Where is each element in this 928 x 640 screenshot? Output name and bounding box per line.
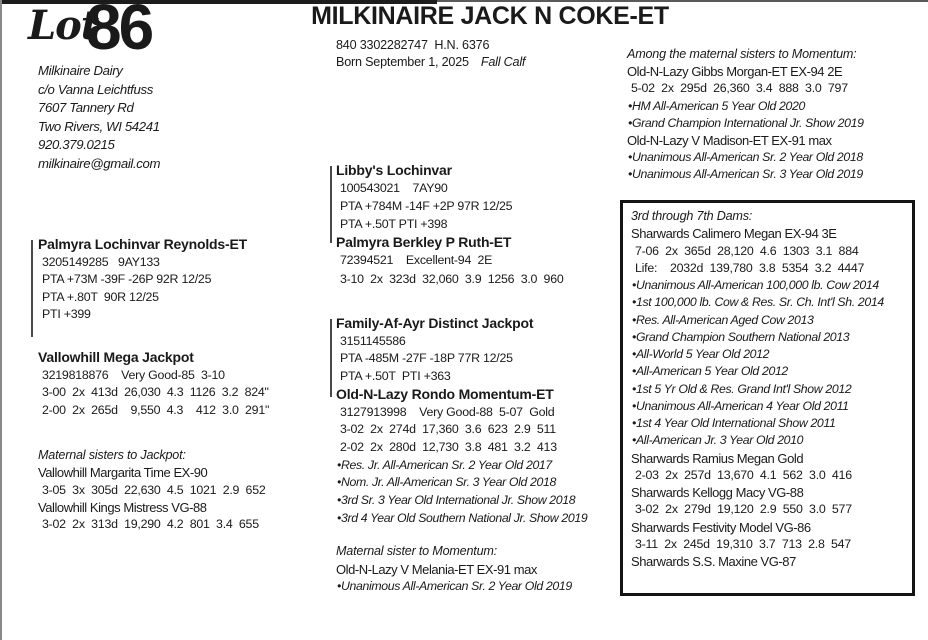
- list-line: Sharwards Ramius Megan Gold: [631, 450, 804, 466]
- list-line: •1st 5 Yr Old & Res. Grand Int'l Show 2012: [632, 381, 852, 396]
- list-line: •Unanimous All-American Sr. 2 Year Old 2018: [628, 150, 863, 165]
- list-line: 3rd through 7th Dams:: [631, 209, 753, 223]
- list-line: •HM All-American 5 Year Old 2020: [628, 98, 805, 113]
- list-line: 5-02 2x 295d 26,360 3.4 888 3.0 797: [631, 81, 848, 96]
- pedigree-line: Old-N-Lazy Rondo Momentum-ET: [336, 385, 554, 402]
- list-line: Sharwards Festivity Model VG-86: [631, 519, 811, 535]
- list-line: •All-American Jr. 3 Year Old 2010: [632, 433, 804, 448]
- pedigree-line: •3rd 4 Year Old Southern National Jr. Show 2019: [337, 510, 588, 525]
- pedigree-line: Vallowhill Mega Jackpot: [38, 349, 194, 365]
- page-edge-line-left: [0, 0, 2, 640]
- list-line: Maternal sister to Momentum:: [336, 544, 497, 558]
- list-line: •Res. All-American Aged Cow 2013: [632, 312, 814, 327]
- dam-block: [38, 349, 269, 419]
- pedigree-bracket-grandparents-1: [330, 166, 332, 243]
- consignor-email: milkinaire@gmail.com: [38, 155, 161, 171]
- list-line: Sharwards S.S. Maxine VG-87: [631, 554, 796, 569]
- pedigree-line: •Nom. Jr. All-American Sr. 3 Year Old 2018: [337, 475, 557, 490]
- consignor-address: [38, 62, 160, 174]
- animal-name-title: MILKINAIRE JACK N COKE-ET: [311, 2, 669, 30]
- list-line: 2-03 2x 257d 13,670 4.1 562 3.0 416: [635, 467, 852, 482]
- list-line: 7-06 2x 365d 28,120 4.6 1303 3.1 884: [635, 243, 859, 258]
- pedigree-line: 100543021 7AY90: [340, 181, 448, 196]
- pedigree-line: PTI +399: [42, 307, 91, 321]
- maternal-grandparents-block: [336, 315, 587, 527]
- season-label: Fall Calf: [480, 55, 526, 69]
- pedigree-line: PTA +.80T 90R 12/25: [42, 289, 159, 304]
- list-line: •Unanimous All-American 4 Year Old 2011: [632, 398, 849, 413]
- pedigree-line: 2-02 2x 280d 12,730 3.8 481 3.2 413: [340, 439, 557, 454]
- list-line: •All-World 5 Year Old 2012: [632, 347, 770, 361]
- list-line: Old-N-Lazy Gibbs Morgan-ET EX-94 2E: [627, 64, 843, 80]
- list-line: Old-N-Lazy V Melania-ET EX-91 max: [336, 561, 537, 577]
- pedigree-line: 72394521 Excellent-94 2E: [340, 253, 493, 268]
- list-line: Among the maternal sisters to Momentum:: [627, 47, 857, 61]
- pedigree-line: 3151145586: [340, 333, 406, 348]
- pedigree-line: •Res. Jr. All-American Sr. 2 Year Old 2017: [337, 457, 552, 472]
- paternal-grandparents-block: [336, 161, 563, 288]
- pedigree-line: 2-00 2x 265d 9,550 4.3 412 3.0 291": [42, 402, 270, 417]
- sire-block: [38, 236, 247, 324]
- birth-line: [336, 55, 525, 69]
- list-line: 3-11 2x 245d 19,310 3.7 713 2.8 547: [635, 536, 851, 551]
- list-line: Vallowhill Kings Mistress VG-88: [38, 499, 207, 515]
- pedigree-line: 3219818876 Very Good-85 3-10: [42, 367, 225, 382]
- list-line: Old-N-Lazy V Madison-ET EX-91 max: [627, 133, 832, 149]
- list-line: •1st 4 Year Old International Show 2011: [632, 416, 836, 430]
- consignor-line: Milkinaire Dairy: [38, 63, 123, 78]
- list-line: Maternal sisters to Jackpot:: [38, 448, 186, 462]
- list-line: 3-02 2x 313d 19,290 4.2 801 3.4 655: [42, 517, 259, 532]
- list-line: •Unanimous All-American Sr. 3 Year Old 2019: [628, 167, 863, 182]
- pedigree-line: PTA +.50T PTI +398: [340, 217, 448, 232]
- list-line: 3-02 2x 279d 19,120 2.9 550 3.0 577: [635, 502, 852, 517]
- pedigree-line: •3rd Sr. 3 Year Old International Jr. Show 2018: [337, 493, 576, 508]
- pedigree-line: PTA +73M -39F -26P 92R 12/25: [42, 272, 212, 286]
- maternal-sisters-jackpot-list: [38, 447, 265, 533]
- pedigree-bracket-grandparents-2: [330, 319, 332, 397]
- list-line: Vallowhill Margarita Time EX-90: [38, 465, 208, 481]
- pedigree-line: PTA +784M -14F +2P 97R 12/25: [340, 199, 513, 214]
- list-line: •All-American 5 Year Old 2012: [632, 364, 788, 379]
- consignor-phone: 920.379.0215: [38, 137, 115, 153]
- maternal-sister-momentum-block: [336, 543, 572, 596]
- pedigree-line: 3127913998 Very Good-88 5-07 Gold: [340, 404, 555, 419]
- list-line: •Unanimous All-American Sr. 2 Year Old 2019: [337, 579, 572, 593]
- lot-label: Lot: [28, 2, 99, 49]
- pedigree-line: 3205149285 9AY133: [42, 254, 160, 269]
- pedigree-bracket-sire: [31, 240, 33, 337]
- pedigree-line: PTA -485M -27F -18P 77R 12/25: [340, 351, 513, 366]
- pedigree-line: Family-Af-Ayr Distinct Jackpot: [336, 315, 534, 331]
- list-line: •Unanimous All-American 100,000 lb. Cow 2014: [632, 278, 879, 292]
- pedigree-line: 3-10 2x 323d 32,060 3.9 1256 3.0 960: [340, 271, 564, 286]
- lot-number: 86: [86, 0, 152, 63]
- pedigree-line: Palmyra Berkley P Ruth-ET: [336, 234, 512, 251]
- pedigree-line: 3-00 2x 413d 26,030 4.3 1126 3.2 824": [42, 385, 269, 400]
- pedigree-line: Palmyra Lochinvar Reynolds-ET: [38, 236, 247, 252]
- born-date: Born September 1, 2025: [336, 55, 469, 69]
- dams-box: [620, 200, 915, 596]
- pedigree-line: 3-02 2x 274d 17,360 3.6 623 2.9 511: [340, 422, 556, 437]
- maternal-sisters-momentum-list: [627, 46, 864, 184]
- consignor-line: c/o Vanna Leichtfuss: [38, 81, 153, 97]
- pedigree-line: Libby's Lochinvar: [336, 162, 452, 178]
- list-line: •Grand Champion Southern National 2013: [632, 329, 850, 344]
- consignor-line: 7607 Tannery Rd: [38, 100, 134, 116]
- registration-line: 840 3302282747 H.N. 6376: [336, 38, 490, 52]
- list-line: Sharwards Kellogg Macy VG-88: [631, 485, 804, 500]
- list-line: Sharwards Calimero Megan EX-94 3E: [631, 226, 837, 242]
- list-line: Life: 2032d 139,780 3.8 5354 3.2 4447: [635, 260, 865, 275]
- pedigree-line: PTA +.50T PTI +363: [340, 369, 451, 384]
- list-line: •Grand Champion International Jr. Show 2019: [628, 115, 864, 130]
- list-line: 3-05 3x 305d 22,630 4.5 1021 2.9 652: [42, 482, 266, 497]
- consignor-line: Two Rivers, WI 54241: [38, 118, 160, 134]
- list-line: •1st 100,000 lb. Cow & Res. Sr. Ch. Int'l Sh. 2014: [632, 295, 884, 310]
